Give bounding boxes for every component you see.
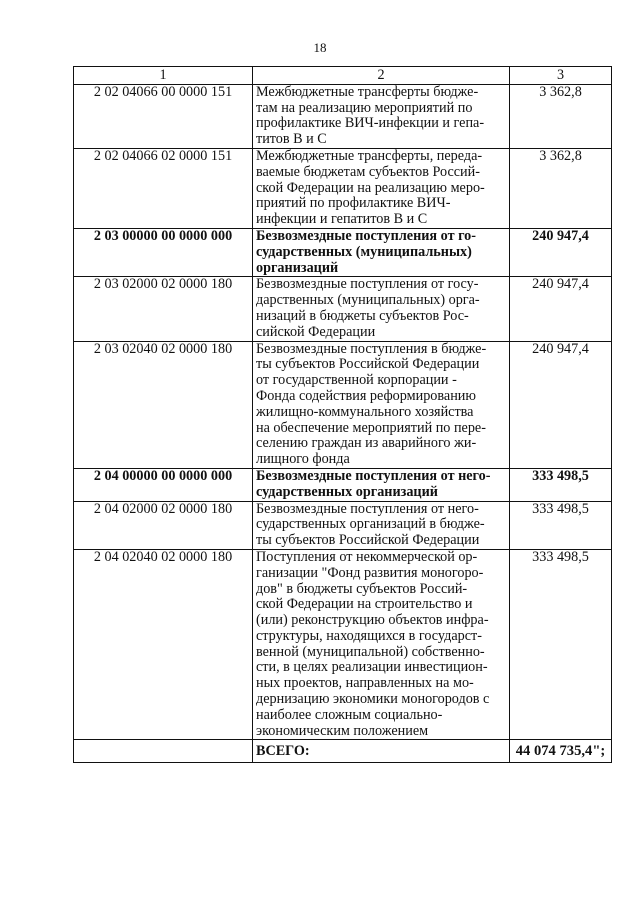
revenue-name-line: инфекции и гепатитов В и С [256,211,428,228]
revenue-name-line: дарственных (муниципальных) орга- [256,292,480,309]
classification-code: 2 03 00000 00 0000 000 [74,228,253,276]
revenue-name-line: ской Федерации на строительство и [256,596,473,613]
revenue-name-line: дернизацию экономики моногородов с [256,691,490,708]
revenue-name-line: (или) реконструкцию объектов инфра- [256,612,489,629]
revenue-name-line: ской Федерации на реализацию меро- [256,179,485,196]
total-amount: 44 074 735,4"; [510,740,612,763]
amount: 240 947,4 [510,341,612,468]
total-code [74,740,253,763]
revenue-name-line: Безвозмездные поступления от него- [256,467,491,484]
revenue-name-line: Поступления от некоммерческой ор- [256,548,478,565]
total-label: ВСЕГО: [253,740,510,763]
amount: 240 947,4 [510,228,612,276]
revenue-name-line: ты субъектов Российской Федерации [256,356,480,373]
revenue-name-line: Безвозмездные поступления в бюдже- [256,340,487,357]
amount: 3 362,8 [510,148,612,228]
revenue-table-body [74,67,612,763]
table-row [74,148,612,228]
revenue-name-line: Межбюджетные трансферты, переда- [256,147,483,164]
classification-code: 2 02 04066 02 0000 151 [74,148,253,228]
revenue-name [253,277,510,341]
revenue-name [253,148,510,228]
revenue-name-line: на обеспечение мероприятий по пере- [256,419,486,436]
total-row [74,740,612,763]
revenue-name-line: селению граждан из аварийного жи- [256,435,477,452]
table-row [74,341,612,468]
revenue-name-line: венной (муниципальной) собственно- [256,643,485,660]
revenue-table [73,66,612,763]
column-header-2: 2 [253,67,510,85]
revenue-name-line: дов" в бюджеты субъектов Россий- [256,580,468,597]
table-header-row [74,67,612,85]
amount: 333 498,5 [510,549,612,740]
classification-code: 2 03 02040 02 0000 180 [74,341,253,468]
revenue-name-line: наиболее сложным социально- [256,706,443,723]
revenue-name-line: лищного фонда [256,451,350,468]
revenue-name-line: ных проектов, направленных на мо- [256,675,474,692]
revenue-name-line: сударственных организаций в бюдже- [256,516,485,533]
table-row [74,501,612,549]
table-row [74,468,612,501]
column-header-1: 1 [74,67,253,85]
table-row [74,84,612,148]
column-header-3: 3 [510,67,612,85]
revenue-name-line: экономическим положением [256,722,429,739]
revenue-name-line: Межбюджетные трансферты бюдже- [256,83,479,100]
revenue-name-line: Безвозмездные поступления от госу- [256,276,479,293]
amount: 333 498,5 [510,468,612,501]
revenue-name-line: профилактике ВИЧ-инфекции и гепа- [256,115,485,132]
revenue-name-line: ваемые бюджетам субъектов Россий- [256,163,480,180]
revenue-name [253,549,510,740]
page-number: 18 [313,40,327,55]
revenue-name-line: титов В и С [256,131,327,148]
revenue-name-line: сти, в целях реализации инвестицион- [256,659,488,676]
revenue-name-line: структуры, находящихся в государст- [256,627,482,644]
revenue-name-line: организаций [256,259,339,276]
amount: 3 362,8 [510,84,612,148]
revenue-name-line: от государственной корпорации - [256,372,457,389]
revenue-name-line: жилищно-коммунального хозяйства [256,403,474,420]
classification-code: 2 02 04066 00 0000 151 [74,84,253,148]
revenue-name [253,468,510,501]
classification-code: 2 04 02000 02 0000 180 [74,501,253,549]
table-row [74,549,612,740]
revenue-name-line: сударственных (муниципальных) [256,243,472,260]
revenue-name-line: там на реализацию мероприятий по [256,99,473,116]
revenue-name-line: ганизации "Фонд развития моногоро- [256,564,484,581]
revenue-name-line: Безвозмездные поступления от го- [256,227,476,244]
revenue-name-line: сийской Федерации [256,323,376,340]
revenue-name-line: Фонда содействия реформированию [256,387,476,404]
revenue-name-line: низаций в бюджеты субъектов Рос- [256,307,469,324]
revenue-name [253,228,510,276]
table-row [74,277,612,341]
table-row [74,228,612,276]
amount: 240 947,4 [510,277,612,341]
revenue-name [253,341,510,468]
revenue-name [253,84,510,148]
revenue-name [253,501,510,549]
classification-code: 2 03 02000 02 0000 180 [74,277,253,341]
amount: 333 498,5 [510,501,612,549]
revenue-name-line: Безвозмездные поступления от него- [256,500,479,517]
revenue-name-line: сударственных организаций [256,483,438,500]
classification-code: 2 04 02040 02 0000 180 [74,549,253,740]
revenue-name-line: приятий по профилактике ВИЧ- [256,195,451,212]
revenue-name-line: ты субъектов Российской Федерации [256,532,480,549]
classification-code: 2 04 00000 00 0000 000 [74,468,253,501]
